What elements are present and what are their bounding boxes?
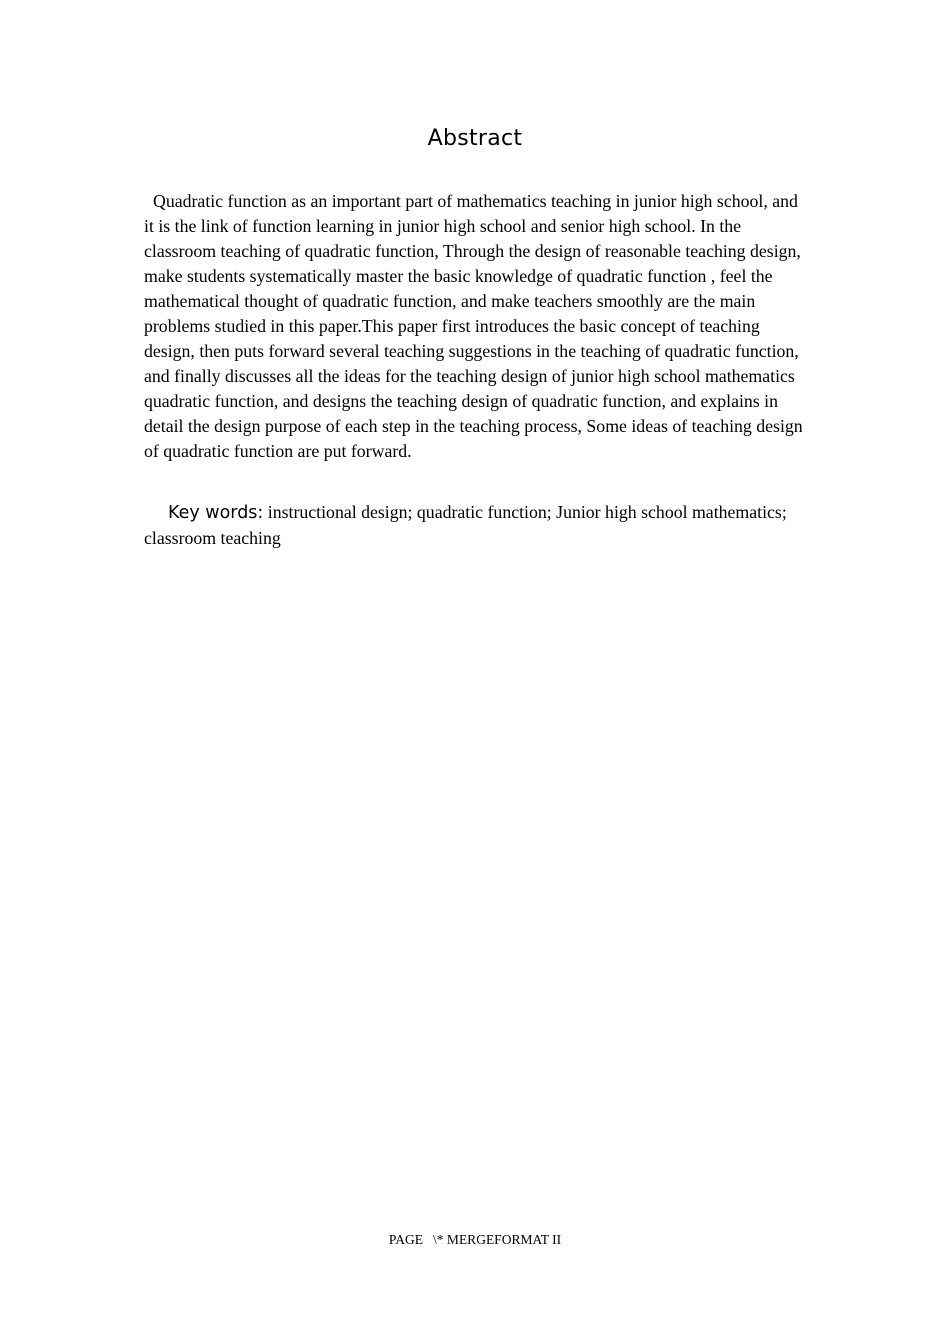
keywords-paragraph xyxy=(144,500,804,551)
keywords-label: Key words: xyxy=(168,503,264,523)
keywords-text: instructional design; quadratic function; Junior high school mathematics; classroom teaching xyxy=(144,502,787,548)
abstract-paragraph: Quadratic function as an important part of mathematics teaching in junior high school, and it is the link of function learning in junior high school and senior high school. In the classroom teaching of quadratic function, Through the design of reasonable teaching design, make students systematically master the basic knowledge of quadratic function , feel the mathematical thought of quadratic function, and make teachers smoothly are the main problems studied in this paper.This paper first introduces the basic concept of teaching design, then puts forward several teaching suggestions in the teaching of quadratic function, and finally discusses all the ideas for the teaching design of junior high school mathematics quadratic function, and designs the teaching design of quadratic function, and explains in detail the design purpose of each step in the teaching process, Some ideas of teaching design of quadratic function are put forward. xyxy=(144,191,803,461)
page-title: Abstract xyxy=(427,126,523,151)
page-footer: PAGE \* MERGEFORMAT II xyxy=(388,1232,562,1247)
